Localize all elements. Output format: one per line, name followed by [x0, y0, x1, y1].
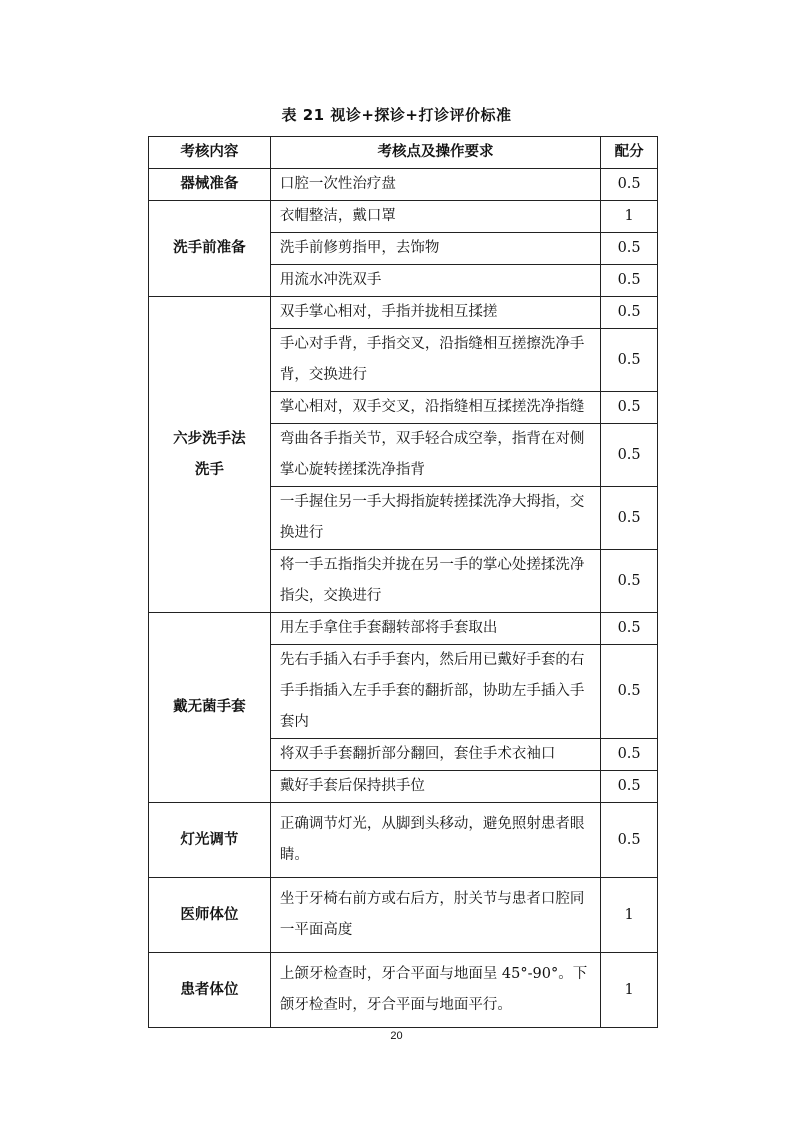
header-requirements: 考核点及操作要求	[270, 137, 600, 169]
header-row	[149, 137, 658, 169]
requirement-cell: 用流水冲洗双手	[270, 265, 600, 297]
score-cell: 0.5	[601, 739, 658, 771]
category-cell: 灯光调节	[149, 803, 271, 878]
table-row	[149, 953, 658, 1028]
requirement-cell: 将一手五指指尖并拢在另一手的掌心处搓揉洗净指尖，交换进行	[270, 550, 600, 613]
score-cell: 1	[601, 878, 658, 953]
score-cell: 1	[601, 953, 658, 1028]
category-cell: 患者体位	[149, 953, 271, 1028]
score-cell: 0.5	[601, 265, 658, 297]
requirement-cell: 掌心相对，双手交叉，沿指缝相互揉搓洗净指缝	[270, 392, 600, 424]
table-row	[149, 613, 658, 645]
requirement-cell: 洗手前修剪指甲，去饰物	[270, 233, 600, 265]
score-cell: 0.5	[601, 233, 658, 265]
score-cell: 0.5	[601, 329, 658, 392]
requirement-cell: 正确调节灯光，从脚到头移动，避免照射患者眼睛。	[270, 803, 600, 878]
requirement-cell: 衣帽整洁，戴口罩	[270, 201, 600, 233]
score-cell: 0.5	[601, 487, 658, 550]
table-row	[149, 201, 658, 233]
header-score: 配分	[601, 137, 658, 169]
score-cell: 0.5	[601, 771, 658, 803]
requirement-cell: 坐于牙椅右前方或右后方，肘关节与患者口腔同一平面高度	[270, 878, 600, 953]
score-cell: 0.5	[601, 550, 658, 613]
category-cell	[149, 297, 271, 613]
score-cell: 0.5	[601, 169, 658, 201]
requirement-cell: 戴好手套后保持拱手位	[270, 771, 600, 803]
score-cell: 1	[601, 201, 658, 233]
score-cell: 0.5	[601, 803, 658, 878]
requirement-cell: 一手握住另一手大拇指旋转搓揉洗净大拇指，交换进行	[270, 487, 600, 550]
score-cell: 0.5	[601, 297, 658, 329]
page-number: 20	[390, 1030, 403, 1042]
requirement-cell: 先右手插入右手手套内，然后用已戴好手套的右手手指插入左手手套的翻折部，协助左手插入手套内	[270, 645, 600, 739]
requirement-cell: 弯曲各手指关节，双手轻合成空拳，指背在对侧掌心旋转搓揉洗净指背	[270, 424, 600, 487]
table-row	[149, 803, 658, 878]
requirement-cell: 双手掌心相对，手指并拢相互揉搓	[270, 297, 600, 329]
score-cell: 0.5	[601, 645, 658, 739]
requirement-cell: 用左手拿住手套翻转部将手套取出	[270, 613, 600, 645]
category-cell: 戴无菌手套	[149, 613, 271, 803]
category-line: 六步洗手法	[173, 430, 246, 447]
category-line: 洗手	[194, 461, 224, 478]
category-cell: 器械准备	[149, 169, 271, 201]
score-cell: 0.5	[601, 424, 658, 487]
requirement-cell: 手心对手背，手指交叉，沿指缝相互搓擦洗净手背，交换进行	[270, 329, 600, 392]
table-row	[149, 878, 658, 953]
requirement-cell: 将双手手套翻折部分翻回，套住手术衣袖口	[270, 739, 600, 771]
table-row	[149, 297, 658, 329]
category-cell: 洗手前准备	[149, 201, 271, 297]
header-content: 考核内容	[149, 137, 271, 169]
table-title: 表 21 视诊+探诊+打诊评价标准	[281, 106, 512, 124]
requirement-cell: 上颌牙检查时，牙合平面与地面呈 45°-90°。下颌牙检查时，牙合平面与地面平行。	[270, 953, 600, 1028]
evaluation-table	[148, 136, 658, 1028]
score-cell: 0.5	[601, 392, 658, 424]
category-cell: 医师体位	[149, 878, 271, 953]
requirement-cell: 口腔一次性治疗盘	[270, 169, 600, 201]
score-cell: 0.5	[601, 613, 658, 645]
table-row	[149, 169, 658, 201]
